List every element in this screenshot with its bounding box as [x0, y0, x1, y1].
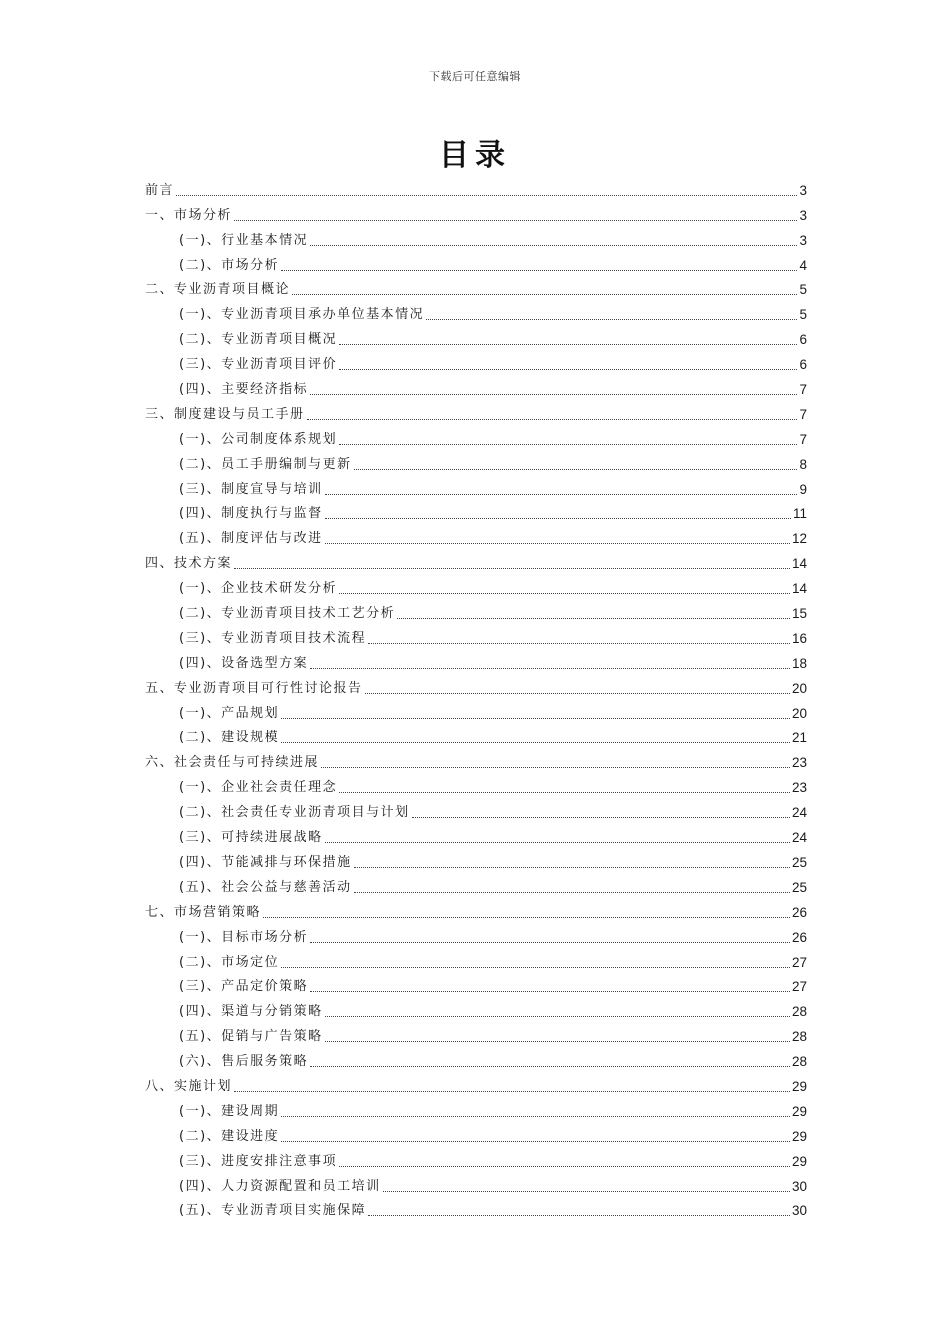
toc-entry-label: (二)、专业沥青项目技术工艺分析 [179, 606, 396, 622]
toc-entry-page-number: 4 [799, 257, 807, 273]
toc-entry-page-number: 20 [791, 680, 807, 696]
toc-entry-page-number: 11 [792, 506, 807, 522]
toc-entry-label: (三)、专业沥青项目评价 [179, 357, 338, 373]
toc-entry-section[interactable] [145, 449, 807, 474]
toc-leader-dots [325, 1016, 790, 1017]
toc-entry-label: (五)、制度评估与改进 [179, 531, 323, 547]
toc-entry-section[interactable] [145, 1196, 807, 1221]
toc-entry-page-number: 3 [799, 182, 807, 198]
toc-leader-dots [307, 419, 798, 420]
toc-entry-label: (二)、社会责任专业沥青项目与计划 [179, 805, 410, 821]
toc-entry-section[interactable] [145, 822, 807, 847]
toc-entry-section[interactable] [145, 474, 807, 499]
toc-entry-chapter[interactable] [145, 673, 807, 698]
toc-entry-page-number: 28 [791, 1054, 807, 1070]
toc-leader-dots [310, 668, 790, 669]
toc-entry-section[interactable] [145, 523, 807, 548]
toc-entry-label: (四)、人力资源配置和员工培训 [179, 1178, 381, 1194]
toc-entry-section[interactable] [145, 1096, 807, 1121]
toc-entry-label: (二)、市场分析 [179, 257, 280, 273]
toc-leader-dots [292, 294, 797, 295]
toc-entry-page-number: 3 [799, 207, 807, 223]
toc-entry-chapter[interactable] [145, 1071, 807, 1096]
toc-entry-label: 七、市场营销策略 [145, 904, 262, 920]
toc-entry-section[interactable] [145, 996, 807, 1021]
toc-leader-dots [368, 1215, 790, 1216]
toc-leader-dots [354, 867, 790, 868]
toc-entry-page-number: 23 [791, 755, 807, 771]
toc-leader-dots [339, 1166, 790, 1167]
toc-leader-dots [339, 344, 797, 345]
toc-entry-page-number: 29 [791, 1103, 807, 1119]
toc-entry-page-number: 27 [791, 979, 807, 995]
toc-entry-label: (四)、设备选型方案 [179, 655, 309, 671]
toc-entry-label: (四)、制度执行与监督 [179, 506, 323, 522]
toc-entry-label: 前言 [145, 182, 175, 198]
toc-leader-dots [383, 1191, 790, 1192]
toc-entry-section[interactable] [145, 922, 807, 947]
toc-entry-page-number: 20 [791, 705, 807, 721]
toc-entry-section[interactable] [145, 947, 807, 972]
toc-entry-page-number: 30 [791, 1178, 807, 1194]
toc-entry-label: 六、社会责任与可持续进展 [145, 755, 320, 771]
toc-entry-chapter[interactable] [145, 275, 807, 300]
toc-entry-section[interactable] [145, 1121, 807, 1146]
toc-entry-section[interactable] [145, 299, 807, 324]
toc-entry-page-number: 26 [791, 904, 807, 920]
toc-entry-label: (四)、主要经济指标 [179, 382, 309, 398]
toc-leader-dots [321, 767, 790, 768]
toc-entry-chapter[interactable] [145, 175, 807, 200]
toc-entry-label: (三)、产品定价策略 [179, 979, 309, 995]
toc-entry-page-number: 23 [791, 780, 807, 796]
toc-entry-label: (一)、产品规划 [179, 705, 280, 721]
toc-entry-chapter[interactable] [145, 897, 807, 922]
toc-entry-label: 五、专业沥青项目可行性讨论报告 [145, 680, 363, 696]
toc-entry-section[interactable] [145, 225, 807, 250]
toc-entry-label: (五)、社会公益与慈善活动 [179, 879, 352, 895]
toc-entry-section[interactable] [145, 847, 807, 872]
toc-entry-section[interactable] [145, 1171, 807, 1196]
toc-entry-page-number: 24 [791, 805, 807, 821]
toc-leader-dots [339, 444, 797, 445]
toc-leader-dots [310, 1066, 790, 1067]
table-of-contents [145, 175, 807, 1220]
toc-entry-section[interactable] [145, 1021, 807, 1046]
toc-entry-chapter[interactable] [145, 548, 807, 573]
toc-entry-page-number: 9 [799, 481, 807, 497]
toc-entry-section[interactable] [145, 499, 807, 524]
toc-entry-label: 八、实施计划 [145, 1078, 233, 1094]
toc-leader-dots [412, 817, 790, 818]
toc-leader-dots [281, 270, 797, 271]
toc-entry-section[interactable] [145, 250, 807, 275]
toc-entry-section[interactable] [145, 698, 807, 723]
toc-leader-dots [426, 319, 797, 320]
toc-entry-page-number: 7 [799, 431, 807, 447]
toc-entry-page-number: 18 [791, 655, 807, 671]
toc-entry-page-number: 12 [791, 531, 807, 547]
toc-entry-label: (四)、渠道与分销策略 [179, 1004, 323, 1020]
toc-entry-page-number: 5 [799, 307, 807, 323]
toc-leader-dots [339, 593, 790, 594]
toc-entry-page-number: 3 [799, 232, 807, 248]
toc-entry-page-number: 27 [791, 954, 807, 970]
toc-entry-section[interactable] [145, 772, 807, 797]
toc-entry-chapter[interactable] [145, 399, 807, 424]
toc-entry-label: (二)、员工手册编制与更新 [179, 456, 352, 472]
toc-leader-dots [325, 518, 791, 519]
toc-entry-page-number: 21 [791, 730, 807, 746]
toc-leader-dots [397, 618, 790, 619]
toc-entry-page-number: 6 [799, 357, 807, 373]
toc-leader-dots [325, 842, 790, 843]
toc-leader-dots [281, 1141, 790, 1142]
toc-leader-dots [263, 917, 790, 918]
toc-leader-dots [234, 220, 797, 221]
header-note: 下载后可任意编辑 [429, 70, 521, 83]
toc-entry-page-number: 28 [791, 1004, 807, 1020]
toc-entry-section[interactable] [145, 972, 807, 997]
toc-entry-page-number: 7 [799, 382, 807, 398]
toc-entry-page-number: 25 [791, 879, 807, 895]
toc-entry-section[interactable] [145, 797, 807, 822]
toc-entry-section[interactable] [145, 623, 807, 648]
toc-entry-section[interactable] [145, 324, 807, 349]
toc-entry-label: (一)、建设周期 [179, 1103, 280, 1119]
toc-entry-label: (三)、进度安排注意事项 [179, 1153, 338, 1169]
toc-leader-dots [176, 195, 797, 196]
toc-leader-dots [281, 742, 790, 743]
toc-leader-dots [368, 643, 790, 644]
toc-entry-page-number: 7 [799, 406, 807, 422]
toc-entry-label: 二、专业沥青项目概论 [145, 282, 291, 298]
toc-entry-label: (五)、促销与广告策略 [179, 1029, 323, 1045]
toc-entry-page-number: 29 [791, 1128, 807, 1144]
toc-entry-section[interactable] [145, 648, 807, 673]
toc-leader-dots [354, 469, 798, 470]
toc-entry-page-number: 25 [791, 854, 807, 870]
toc-entry-section[interactable] [145, 573, 807, 598]
toc-entry-section[interactable] [145, 723, 807, 748]
toc-entry-label: (二)、专业沥青项目概况 [179, 332, 338, 348]
toc-entry-section[interactable] [145, 349, 807, 374]
toc-entry-page-number: 8 [799, 456, 807, 472]
toc-leader-dots [310, 991, 790, 992]
toc-entry-section[interactable] [145, 424, 807, 449]
toc-entry-section[interactable] [145, 1046, 807, 1071]
toc-entry-page-number: 15 [791, 606, 807, 622]
toc-leader-dots [310, 942, 790, 943]
toc-leader-dots [325, 494, 798, 495]
toc-entry-page-number: 14 [791, 581, 807, 597]
toc-entry-page-number: 14 [791, 556, 807, 572]
toc-entry-label: (三)、可持续进展战略 [179, 830, 323, 846]
toc-entry-label: (一)、行业基本情况 [179, 232, 309, 248]
toc-entry-chapter[interactable] [145, 200, 807, 225]
toc-entry-page-number: 16 [791, 630, 807, 646]
toc-entry-page-number: 29 [791, 1078, 807, 1094]
toc-entry-label: (一)、目标市场分析 [179, 929, 309, 945]
toc-leader-dots [281, 718, 790, 719]
toc-entry-label: 四、技术方案 [145, 556, 233, 572]
toc-leader-dots [325, 543, 790, 544]
toc-entry-page-number: 29 [791, 1153, 807, 1169]
toc-entry-section[interactable] [145, 1146, 807, 1171]
toc-entry-page-number: 24 [791, 830, 807, 846]
toc-entry-label: (二)、市场定位 [179, 954, 280, 970]
toc-leader-dots [281, 1116, 790, 1117]
toc-entry-section[interactable] [145, 872, 807, 897]
toc-leader-dots [310, 245, 797, 246]
toc-entry-section[interactable] [145, 374, 807, 399]
toc-entry-page-number: 6 [799, 332, 807, 348]
toc-entry-label: (四)、节能减排与环保措施 [179, 854, 352, 870]
toc-entry-label: (三)、制度宣导与培训 [179, 481, 323, 497]
toc-leader-dots [325, 1041, 790, 1042]
toc-leader-dots [365, 693, 790, 694]
toc-leader-dots [234, 1091, 790, 1092]
toc-leader-dots [339, 369, 797, 370]
toc-entry-page-number: 26 [791, 929, 807, 945]
toc-entry-label: (一)、企业社会责任理念 [179, 780, 338, 796]
toc-entry-label: (六)、售后服务策略 [179, 1054, 309, 1070]
toc-entry-page-number: 28 [791, 1029, 807, 1045]
toc-entry-section[interactable] [145, 598, 807, 623]
toc-entry-label: (二)、建设进度 [179, 1128, 280, 1144]
toc-entry-chapter[interactable] [145, 747, 807, 772]
toc-entry-label: (五)、专业沥青项目实施保障 [179, 1203, 367, 1219]
toc-entry-label: 三、制度建设与员工手册 [145, 406, 305, 422]
toc-entry-page-number: 30 [791, 1203, 807, 1219]
toc-entry-label: (三)、专业沥青项目技术流程 [179, 630, 367, 646]
toc-leader-dots [281, 967, 790, 968]
toc-entry-label: (一)、专业沥青项目承办单位基本情况 [179, 307, 425, 323]
toc-entry-label: (一)、公司制度体系规划 [179, 431, 338, 447]
toc-leader-dots [310, 394, 797, 395]
toc-entry-label: (二)、建设规模 [179, 730, 280, 746]
toc-leader-dots [339, 792, 790, 793]
toc-leader-dots [234, 568, 790, 569]
toc-entry-page-number: 5 [799, 282, 807, 298]
toc-title: 目录 [439, 138, 511, 173]
toc-entry-label: 一、市场分析 [145, 207, 233, 223]
toc-entry-label: (一)、企业技术研发分析 [179, 581, 338, 597]
toc-leader-dots [354, 892, 790, 893]
